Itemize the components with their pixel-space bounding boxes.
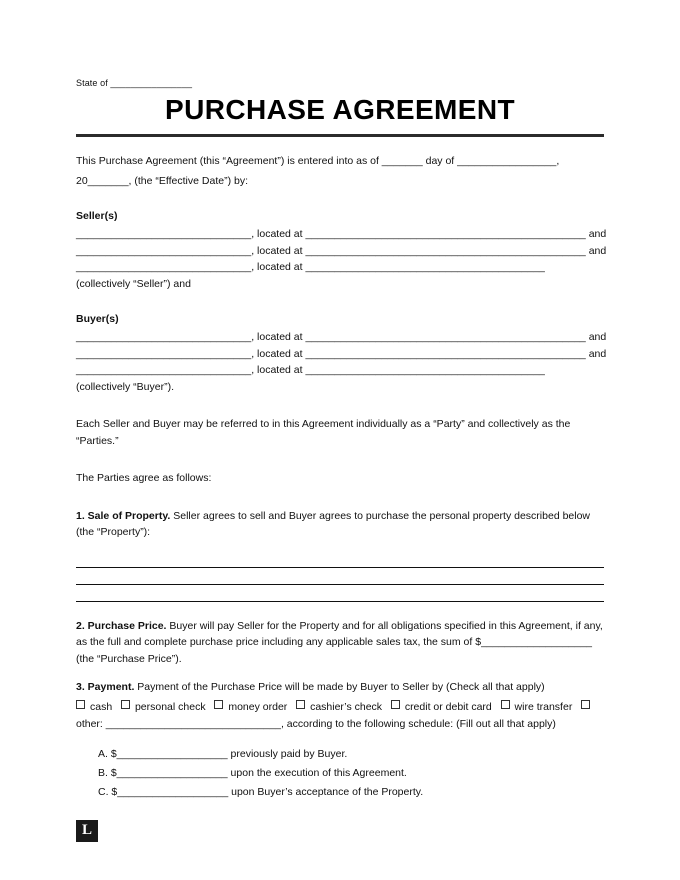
- property-description-lines: [76, 553, 604, 602]
- logo-letter: L: [81, 822, 92, 838]
- seller-line: ______________________________, located at ________________________________________________ and: [76, 244, 607, 257]
- option-label: cashier’s check: [310, 700, 383, 713]
- section-2-text: Buyer will pay Seller for the Property and for all obligations specified in this Agreement, if any, as the full and complete purchase price including any applicable sales tax, the sum of $___________________ (the “Purchase Price”).: [76, 619, 603, 665]
- seller-line: ______________________________, located at _________________________________________: [76, 261, 545, 273]
- blank-rule[interactable]: [76, 553, 604, 568]
- brand-logo: [76, 820, 98, 842]
- checkbox-money-order[interactable]: [214, 700, 223, 709]
- blank-rule[interactable]: [76, 587, 604, 602]
- buyer-heading: Buyer(s): [76, 313, 119, 325]
- spacer: [76, 604, 604, 618]
- checkbox-wire-transfer[interactable]: [501, 700, 510, 709]
- payment-tail: , according to the following schedule: (Fill out all that apply): [280, 717, 556, 730]
- buyer-block: [76, 329, 607, 395]
- section-3-text: Payment of the Purchase Price will be made by Buyer to Seller by (Check all that apply): [134, 681, 545, 693]
- checkbox-cash[interactable]: [76, 700, 85, 709]
- buyer-line: ______________________________, located at ________________________________________________ and: [76, 347, 607, 360]
- seller-heading: Seller(s): [76, 210, 118, 222]
- section-2-number: 2. Purchase Price.: [76, 619, 167, 632]
- page-title: PURCHASE AGREEMENT: [165, 94, 515, 125]
- checkbox-other[interactable]: [581, 700, 590, 709]
- seller-collective: (collectively “Seller”) and: [76, 277, 191, 290]
- checkbox-personal-check[interactable]: [121, 700, 130, 709]
- option-label: cash: [90, 700, 113, 713]
- list-item: B. $___________________ upon the execution of this Agreement.: [98, 766, 407, 779]
- section-3-number: 3. Payment.: [76, 681, 135, 693]
- section-1: [76, 508, 604, 541]
- option-label: credit or debit card: [404, 700, 492, 713]
- parties-paragraph: Each Seller and Buyer may be referred to in this Agreement individually as a “Party” and collectively as the “Parties.”: [76, 418, 571, 447]
- option-label: personal check: [134, 700, 206, 713]
- payment-options: [76, 699, 604, 733]
- checkbox-credit-or-debit-card[interactable]: [391, 700, 400, 709]
- buyer-line: ______________________________, located at ________________________________________________ and: [76, 331, 607, 343]
- spacer: [76, 407, 604, 416]
- agree-paragraph: The Parties agree as follows:: [76, 472, 212, 484]
- list-item: A. $___________________ previously paid by Buyer.: [98, 747, 348, 760]
- spacer: [76, 499, 604, 508]
- intro-line-2: 20_______, (the “Effective Date”) by:: [76, 174, 248, 187]
- blank-rule[interactable]: [76, 570, 604, 585]
- list-item: C. $___________________ upon Buyer’s acceptance of the Property.: [98, 785, 424, 798]
- intro-line-1: This Purchase Agreement (this “Agreement”) is entered into as of _______ day of _________________,: [76, 155, 560, 167]
- title-divider: [76, 134, 604, 137]
- section-3: [76, 679, 604, 696]
- spacer: [76, 201, 604, 210]
- buyer-collective: (collectively “Buyer”).: [76, 380, 175, 393]
- option-label-other[interactable]: other: ______________________________: [76, 717, 281, 730]
- section-2: [76, 618, 604, 668]
- section-1-number: 1. Sale of Property.: [76, 509, 171, 522]
- state-line: State of ________________: [76, 78, 193, 88]
- checkbox-cashiers-check[interactable]: [296, 700, 305, 709]
- option-label: money order: [228, 700, 288, 713]
- buyer-line: ______________________________, located at _________________________________________: [76, 364, 545, 376]
- option-label: wire transfer: [514, 700, 573, 713]
- spacer: [76, 461, 604, 470]
- seller-line: ______________________________, located at ________________________________________________ and: [76, 228, 607, 240]
- seller-block: [76, 226, 607, 292]
- section-1-text: Seller agrees to sell and Buyer agrees to purchase the personal property described below (the “Property”):: [76, 509, 591, 538]
- spacer: [76, 304, 604, 313]
- payment-schedule-list: [98, 745, 604, 802]
